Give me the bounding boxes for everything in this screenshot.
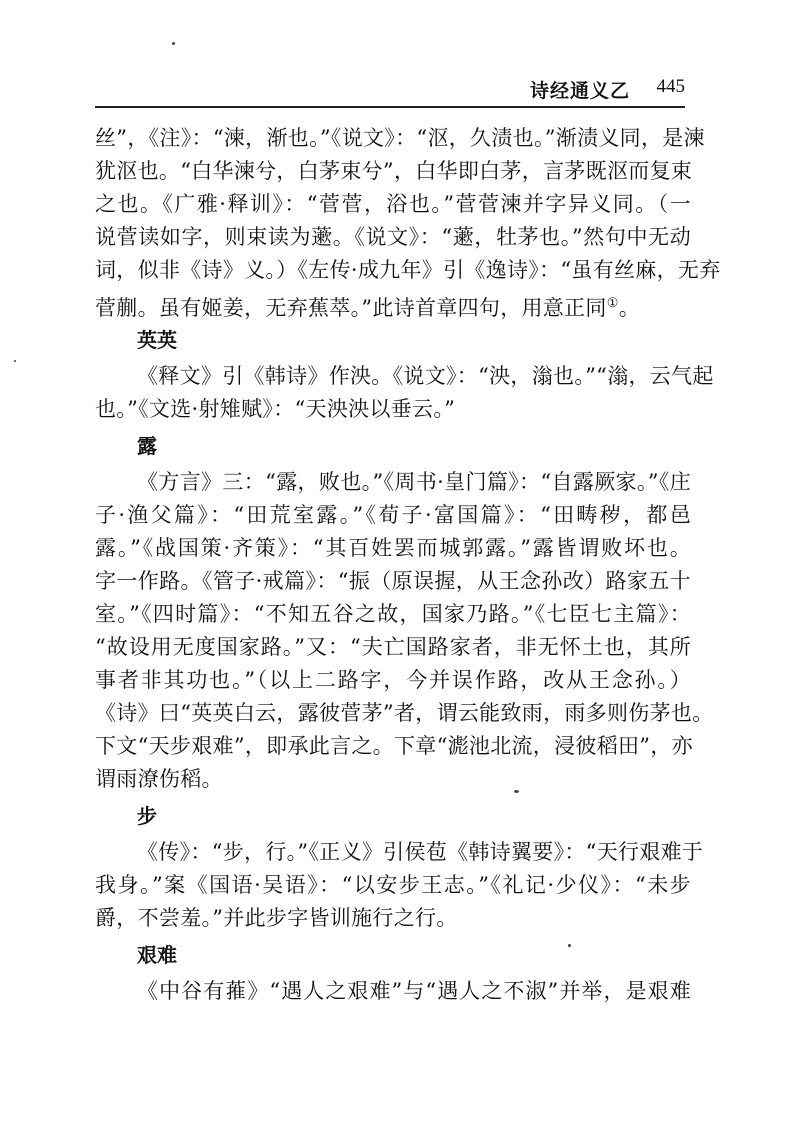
footnote-marker[interactable]: ① xyxy=(606,296,619,311)
entry-heading-yingying: 英英 xyxy=(137,328,177,352)
text-line: 爵，不尝羞。”并此步字皆训施行之行。 xyxy=(95,906,458,930)
running-title: 诗经通义乙 xyxy=(529,80,630,102)
text-line: 字一作路。《管子·戒篇》：“振（原误握，从王念孙改）路家五十 xyxy=(95,569,691,593)
scan-speck xyxy=(14,360,16,362)
page-number: 445 xyxy=(656,76,685,97)
text-line: 室。”《四时篇》：“不知五谷之故，国家乃路。”《七臣七主篇》： xyxy=(95,602,691,626)
body-text xyxy=(95,122,721,1008)
text-line: 丝”，《注》：“湅，渐也。”《说文》：“沤，久渍也。”渐渍义同，是湅 xyxy=(95,126,705,150)
text-line: 《诗》曰“英英白云，露彼菅茅”者，谓云能致雨，雨多则伤茅也。 xyxy=(95,701,714,725)
running-header xyxy=(95,72,685,108)
text-line: 我身。”案《国语·吴语》：“以安步王志。”《礼记·少仪》：“未步 xyxy=(95,873,691,897)
text-line: 《传》：“步，行。”《正义》引侯苞《韩诗翼要》：“天行艰难于 xyxy=(137,840,704,864)
text-line: 《释文》引《韩诗》作泱。《说文》：“泱，滃也。”“滃，云气起 xyxy=(137,364,714,388)
text-line: 犹沤也。“白华湅兮，白茅束兮”，白华即白茅，言茅既沤而复束 xyxy=(95,159,693,183)
scan-speck xyxy=(172,42,175,45)
text-line: 露。”《战国策·齐策》：“其百姓罢而城郭露。”露皆谓败坏也。 xyxy=(95,536,691,560)
scan-speck xyxy=(568,944,571,947)
text-line: 子·渔父篇》：“田荒室露。”《荀子·富国篇》：“田畴秽，都邑 xyxy=(95,503,691,527)
text-line: 也。”《文选·射雉赋》：“天泱泱以垂云。” xyxy=(95,397,456,421)
text-line-end: 。 xyxy=(618,296,641,320)
scan-speck xyxy=(514,790,519,793)
text-line: 之也。《广雅·释训》：“菅菅，浴也。”菅菅湅并字异义同。（一 xyxy=(95,192,691,216)
text-line: 下文“天步艰难”，即承此言之。下章“滮池北流，浸彼稻田”，亦 xyxy=(95,734,693,758)
text-line: 《方言》三：“露，败也。”《周书·皇门篇》：“自露厥家。”《庄 xyxy=(137,470,691,494)
text-line: 说菅读如字，则束读为藗。《说文》：“藗，牡茅也。”然句中无动 xyxy=(95,225,691,249)
entry-heading-jiannan: 艰难 xyxy=(137,943,177,967)
entry-heading-lu: 露 xyxy=(137,434,157,458)
entry-heading-bu: 步 xyxy=(137,804,157,828)
text-line: 《中谷有蓷》“遇人之艰难”与“遇人之不淑”并举，是艰难 xyxy=(137,979,691,1003)
text-line xyxy=(95,287,691,320)
text-line: 词，似非《诗》义。）《左传·成九年》引《逸诗》：“虽有丝麻，无弃 xyxy=(95,258,721,282)
text-line: 事者非其功也。”（以上二路字，今并误作路，改从王念孙。） xyxy=(95,668,691,692)
text-line: “故设用无度国家路。”又：“夫亡国路家者，非无怀土也，其所 xyxy=(95,635,691,659)
text-line-content: 菅蒯。虽有姬姜，无弃蕉萃。”此诗首章四句，用意正同 xyxy=(95,296,607,320)
text-line: 谓雨潦伤稻。 xyxy=(95,767,223,791)
